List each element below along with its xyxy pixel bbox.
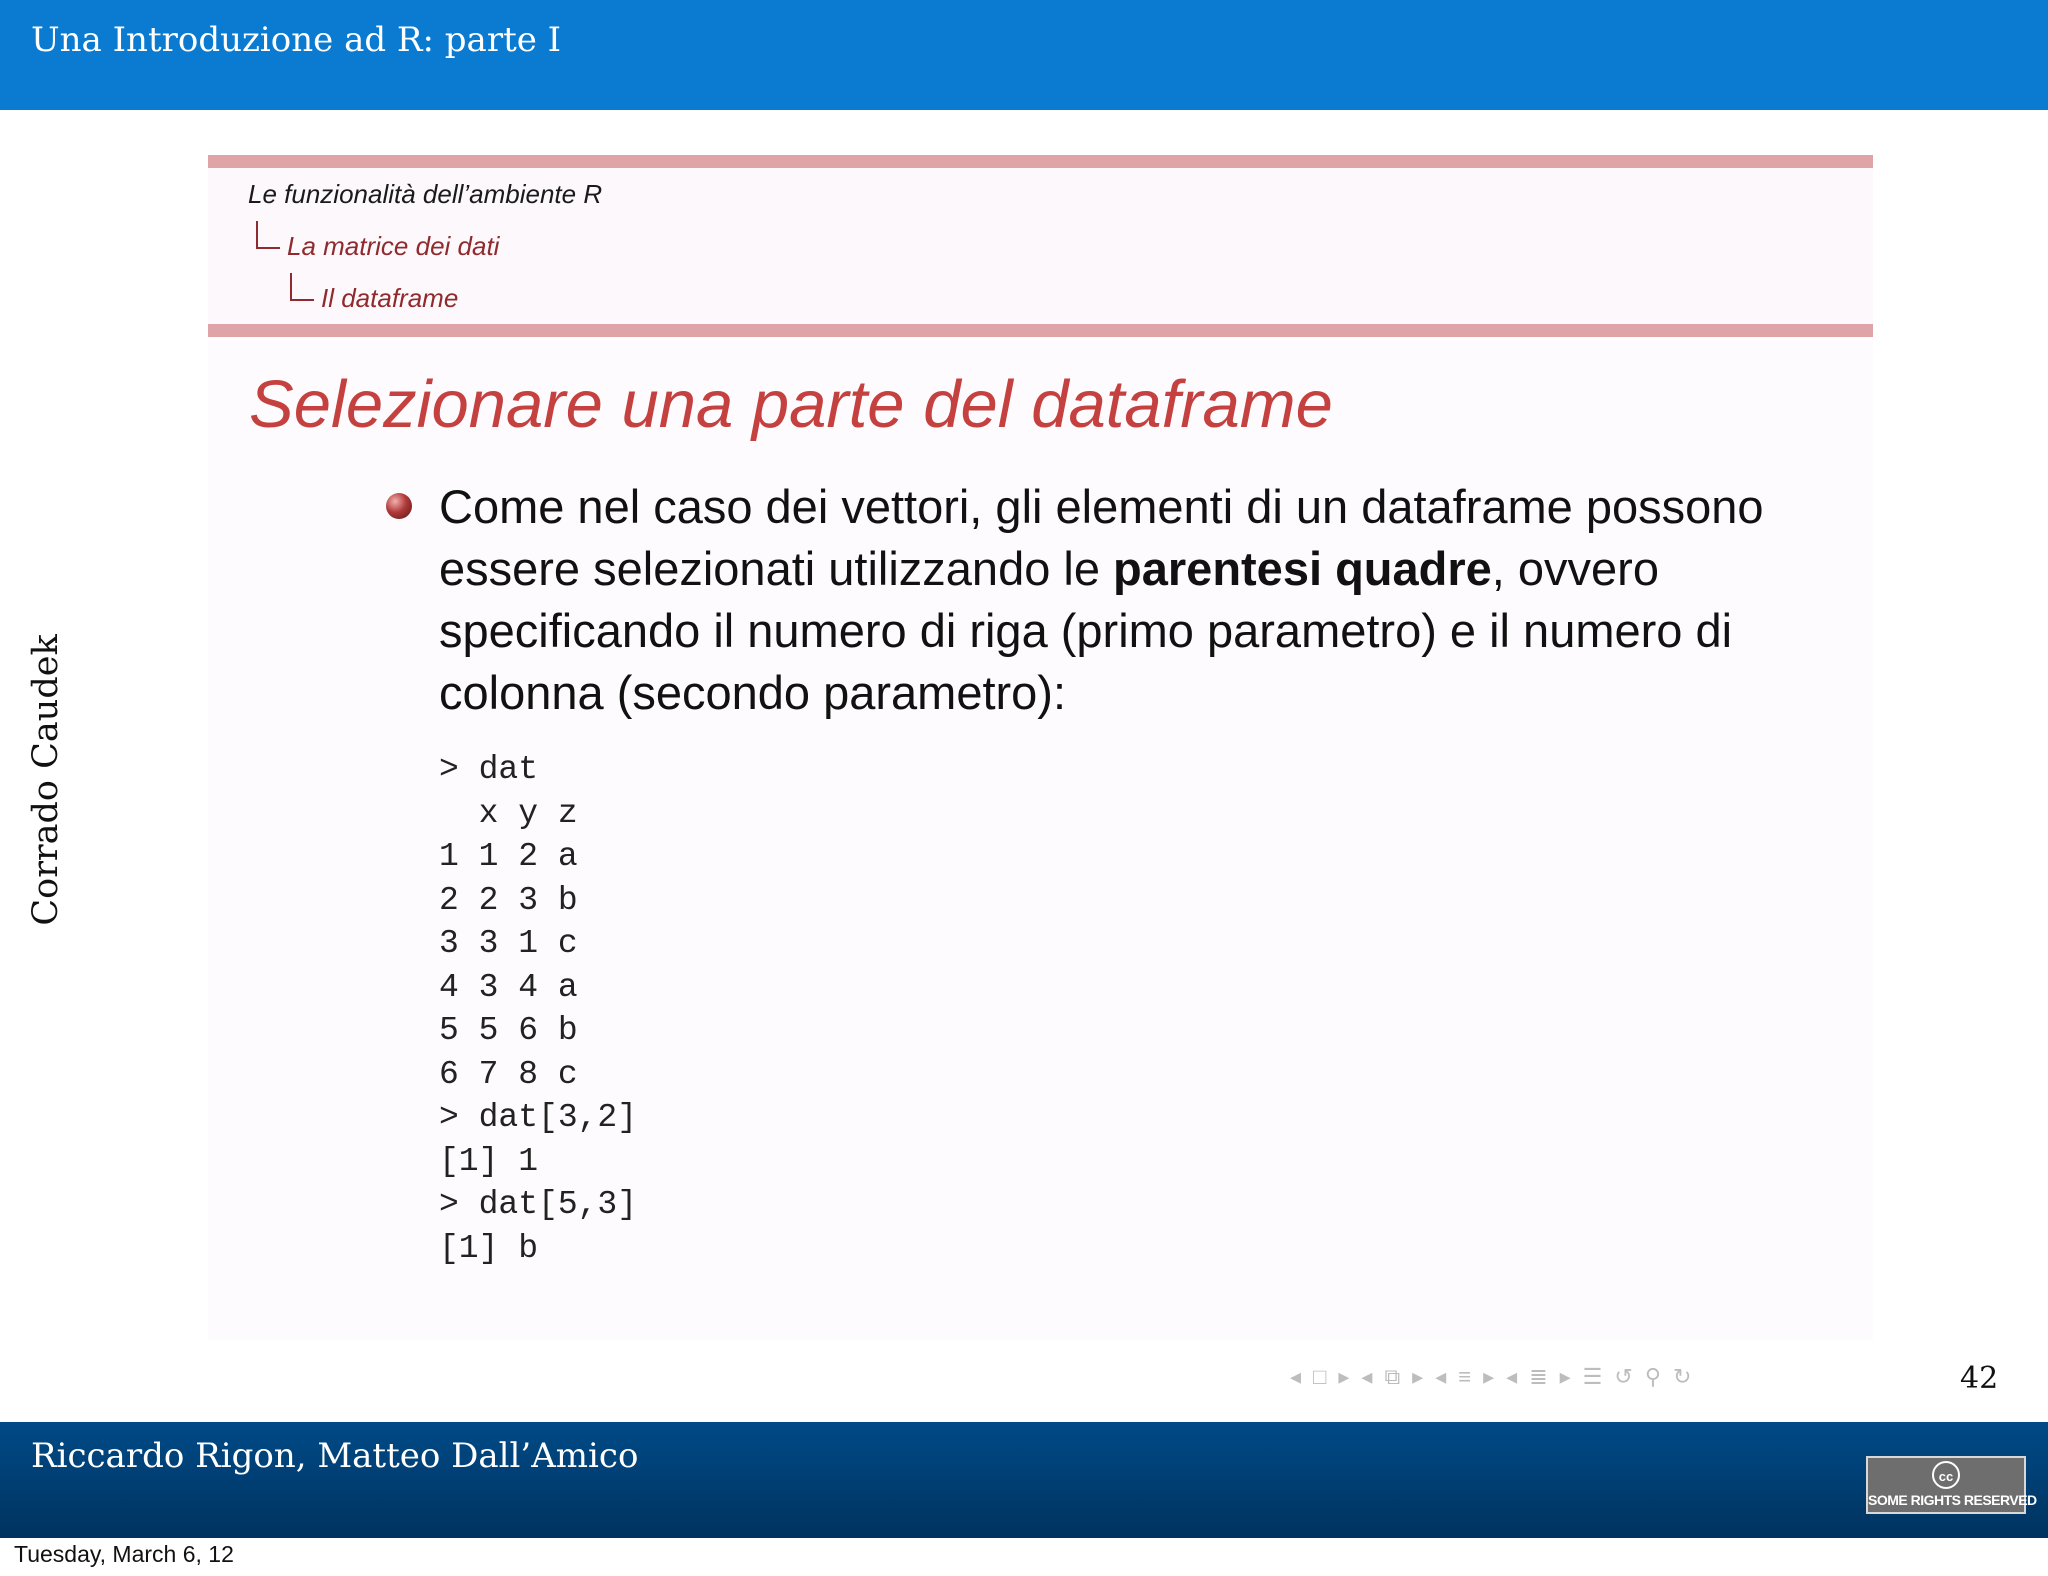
breadcrumb-top-rule xyxy=(208,155,1873,168)
r-code-block xyxy=(439,748,637,1270)
breadcrumb-corner-icon xyxy=(290,273,314,301)
code-line: [1] 1 xyxy=(439,1142,539,1180)
nav-left-icon[interactable]: ◂ xyxy=(1506,1364,1518,1389)
nav-left-icon[interactable]: ◂ xyxy=(1435,1364,1447,1389)
code-line: x y z xyxy=(439,794,578,832)
subsection-list-icon[interactable]: ≣ xyxy=(1529,1364,1548,1389)
search-icon[interactable]: ⚲ xyxy=(1644,1364,1661,1389)
code-line: 6 7 8 c xyxy=(439,1055,578,1093)
breadcrumb-subsubsection[interactable]: Il dataframe xyxy=(321,283,459,313)
outline-icon[interactable]: ☰ xyxy=(1582,1364,1603,1389)
nav-right-icon[interactable]: ▸ xyxy=(1483,1364,1495,1389)
nav-left-icon[interactable]: ◂ xyxy=(1290,1364,1302,1389)
breadcrumb-bottom-rule xyxy=(208,324,1873,337)
code-line: > dat[3,2] xyxy=(439,1099,638,1136)
breadcrumb-subsection[interactable]: La matrice dei dati xyxy=(287,231,500,261)
nav-right-icon[interactable]: ▸ xyxy=(1559,1364,1571,1389)
bullet-text-start: Come nel caso dei vettori, gli elementi di un dataframe possono essere selezionati utilizzando le xyxy=(439,480,1764,595)
cc-icon: cc xyxy=(1932,1461,1960,1489)
presentation-title: Una Introduzione ad R: parte I xyxy=(31,20,562,60)
bullet-text-end: , ovvero specificando il numero di riga (primo parametro) e il numero di colonna (secondo parametro): xyxy=(439,542,1733,719)
creative-commons-badge[interactable] xyxy=(1866,1456,2037,1514)
code-line: 5 5 6 b xyxy=(439,1012,578,1049)
bullet-text xyxy=(439,476,1879,724)
bullet-ball-icon xyxy=(386,493,412,519)
redo-icon[interactable]: ↻ xyxy=(1672,1364,1692,1389)
section-icon[interactable]: ≡ xyxy=(1458,1364,1472,1389)
bullet-text-bold: parentesi quadre xyxy=(1113,542,1492,595)
sidebar-author: Corrado Caudek xyxy=(26,634,66,926)
nav-right-icon[interactable]: ▸ xyxy=(1412,1364,1424,1389)
breadcrumb-section[interactable]: Le funzionalità dell’ambiente R xyxy=(248,179,603,209)
footer-authors: Riccardo Rigon, Matteo Dall’Amico xyxy=(31,1436,639,1476)
code-line: > dat xyxy=(439,751,539,788)
date-stamp: Tuesday, March 6, 12 xyxy=(14,1541,234,1567)
code-line: > dat[5,3] xyxy=(439,1186,638,1223)
nav-left-icon[interactable]: ◂ xyxy=(1361,1364,1373,1389)
license-text: SOME RIGHTS RESERVED xyxy=(1868,1492,2037,1508)
nav-right-icon[interactable]: ▸ xyxy=(1338,1364,1350,1389)
code-line: [1] b xyxy=(439,1229,539,1267)
code-line: 2 2 3 b xyxy=(439,881,578,919)
beamer-navigation-bar[interactable] xyxy=(1290,1364,1691,1390)
breadcrumb-corner-icon xyxy=(256,221,280,249)
subsection-icon[interactable]: ⧉ xyxy=(1384,1364,1401,1389)
code-line: 3 3 1 c xyxy=(439,925,578,962)
code-line: 1 1 2 a xyxy=(439,838,578,875)
slide-title: Selezionare una parte del dataframe xyxy=(249,367,1333,442)
code-line: 4 3 4 a xyxy=(439,968,578,1006)
undo-icon[interactable]: ↺ xyxy=(1614,1364,1633,1389)
page-number: 42 xyxy=(1960,1361,1999,1396)
frame-icon[interactable]: □ xyxy=(1313,1364,1327,1389)
